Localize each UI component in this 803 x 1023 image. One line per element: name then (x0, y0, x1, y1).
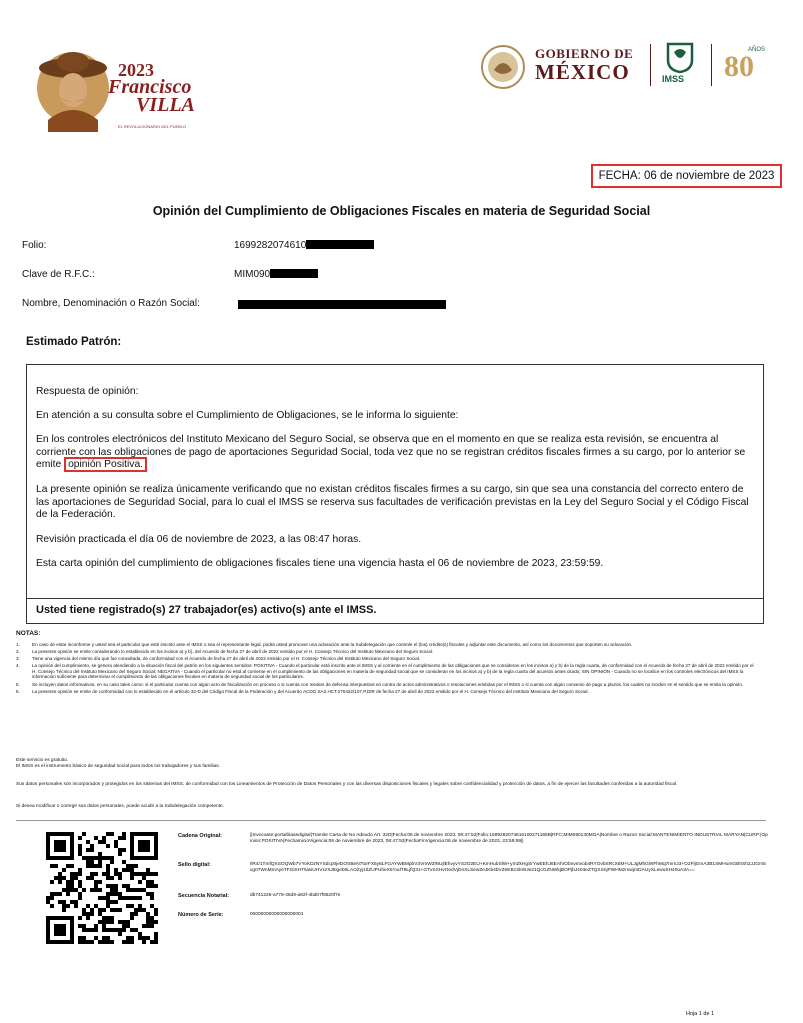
secuencia-label: Secuencia Notarial: (178, 893, 230, 899)
presente-text: La presente opinión se realiza únicamente verificando que no existan créditos fiscales firmes a su cargo, sin que sea una constancia del correcto entero de las aportaciones de Seguridad Social, para lo cual el IMSS se reserva sus facultades de verificación previstas en la Ley del Seguro Social y el Código Fiscal de la Federación. (36, 484, 749, 520)
vigencia-text: Esta carta opinión del cumplimiento de obligaciones fiscales tiene una vigencia hasta el 06 de noviembre de 2023, 23:59:59. (36, 558, 604, 569)
opinion-box-divider (26, 598, 764, 599)
secuencia-value: db741226-a778-45d9-a92f-4bd07f6520f7e (250, 893, 341, 898)
note-item: 5. Se incluyen datos informativos, en su caso tales como: si el particular cuenta con algún acto de fiscalización en proceso o si cuenta con medios de defensa interpuestos en contra de actos administrativos o resoluciones emitidas por el IMSS o si cuenta con algún convenio de pago a plazos, los cuales no inciden en el sentido que se emita la opinión. (16, 681, 744, 687)
redaction-bar (270, 269, 318, 278)
commemorative-name: Francisco VILLA (108, 76, 195, 116)
redaction-bar (238, 300, 446, 309)
digital-divider (16, 820, 766, 821)
gratuito-text: Este servicio es gratuito. El IMSS es el instrumento básico de seguridad social para todos los trabajadores y sus familias. (16, 758, 220, 769)
rfc-label: Clave de R.F.C.: (22, 269, 95, 280)
header-divider-2 (711, 44, 712, 86)
mexico-label: MÉXICO (535, 60, 630, 84)
note-item: 3. Tiene una vigencia del mismo día que fue consultada, de conformidad con el Acuerdo de fecha 27 de abril de 2022 emitido por el H. Consejo Técnico del Instituto Mexicano del Seguro Social. (16, 656, 421, 662)
rfc-value: MIM090 (234, 269, 318, 280)
imss-label: IMSS (662, 74, 685, 84)
folio-label: Folio: (22, 240, 47, 251)
folio-value: 1699282074610 (234, 240, 374, 251)
commemorative-year: 2023 (118, 60, 154, 80)
page-number: Hoja 1 de 1 (686, 1011, 715, 1017)
gobierno-label: GOBIERNO DE (535, 46, 634, 61)
trabajadores-text: Usted tiene registrado(s) 27 trabajador(es) activo(s) ante el IMSS. (36, 604, 377, 616)
estimado-heading: Estimado Patrón: (26, 336, 122, 348)
imss-80-anos-logo (722, 42, 766, 86)
note-item: 6. La presente opinión se emite de conformidad con lo establecido en el artículo 32-D del Código Fiscal de la Federación y del Acuerdo ACDO.SA2.HCT.270422/107.P.DIR de fecha 27 de abril de 2022 emitido por el H. Consejo Técnico del Instituto Mexicano del Seguro Social. (16, 688, 589, 694)
header-divider (650, 44, 651, 86)
note-item: 1. En caso de estar inconforme y usted sea el particular que esté inscrito ante el IMSS o sea el representante legal, podrá usted promover una aclaración ante la Subdelegación que controle el (los) crédito(s) fiscales y adjuntar este documento, así como los documentos que soporten su aclaración. (16, 642, 633, 647)
national-seal-icon (480, 44, 526, 90)
qr-code (46, 832, 158, 944)
atencion-text: En atención a su consulta sobre el Cumplimiento de Obligaciones, se le informa lo siguiente: (36, 410, 459, 421)
notes-list (16, 642, 756, 696)
opinion-positiva-highlight: opinión Positiva. (64, 457, 147, 472)
document-title: Opinión del Cumplimiento de Obligaciones Fiscales en materia de Seguridad Social (152, 204, 651, 218)
svg-text:AÑOS: AÑOS (748, 47, 766, 53)
svg-text:80: 80 (724, 50, 754, 83)
notas-heading: NOTAS: (16, 630, 41, 637)
serie-value: 00000000000000000001 (250, 912, 304, 917)
note-item: 2. La presente opinión se emite considerando lo establecido en los incisos a) y b), del Acuerdo de fecha 27 de abril de 2022 emitido por el H. Consejo Técnico del Instituto Mexicano del Seguro Social. (16, 649, 434, 655)
nombre-label: Nombre, Denominación o Razón Social: (22, 298, 200, 309)
datos-personales-text: Sus datos personales son incorporados y protegidos en los sistemas del IMSS, de conformidad con los Lineamientos de Protección de Datos Personales y con las diversas disposiciones fiscales y legales sobre confidencialidad y protección de datos, a fin de ejercer las facultades conferidas a la autoridad fiscal. (16, 782, 678, 787)
sello-label: Sello digital: (178, 862, 211, 868)
cadena-label: Cadena Original: (178, 833, 223, 839)
note-item: 4. La opinión del cumplimiento, se genera atendiendo a la situación fiscal del patrón en los siguientes sentidos: POSITIVA - Cuando el particular está inscrito ante el IMSS y al corriente en el cumplimiento de las obligaciones que se consideran en los incisos a) y b) de la regla cuarta, de conformidad con el Acuerdo de fecha 27 de abril de 2022 emitido por el H. Consejo Técnico del Instituto Mexicano del Seguro Social; NEGATIVA - Cuando el particular no está al corriente en el cumplimiento de las obligaciones en materia de seguridad social que se consideran en los incisos a) y b) de la regla cuarta del acuerdo antes citado; SIN OPINIÓN - Cuando no se localice en los controles electrónicos del IMSS la información suficiente para determinar el cumplimiento de las obligaciones fiscales en materia de seguridad social de los particulares. (16, 663, 754, 680)
cadena-value: ||Invocante:portalliraasdigital|Tramite Carta de No Adeudo Art. 32D|Fecha:06 de noviembre 2023, 08:47:52|Folio:1699282074616100271165B|RFC:MIM090130MGA|Nombre o Razon Social:MANTENIMIENTO INDUSTRIAL MARYAN|CURP:|Opinion:POSITIVA|FechaInicioVigencia:06 de noviembre de 2023, 08:47:52|FechaFinVigencia:06 de noviembre de 2023, 23:59:59|| (250, 833, 768, 844)
modificar-datos-text: Si desea modificar o corregir sus datos personales, puede acudir a la Subdelegación competente. (16, 804, 224, 809)
sello-value: IlR4/1TmfQXSOQWb7VYoKDzNYSdcp0jeDOSBeN7torFX5y6LFGAYWBMpbV3VmW2lNUjlEhvyvYS2O2EU+KmHubSlW+ymZkHgSrYwEEhJ6EAhrObnvmvob4RYOvbSRcX5M+ULJgMhGWFhMq7mmJ3+O2FljGmA3B1SMHumGBhSh2JJGm5vg07WnMmAyeTFGiSHT5iwiUHVxzXJ6igeb6LAOZyj1IlZUPUheX5YudT8LjfQ31+GTvSXHvOedVjDnXLSewZeJKb4bVZeEBcSkWJe21QcGZNWkjBOPjbJ404eZTQXSnjPWHMzrowjrnDAUyXLewuSH40uA3A== (250, 862, 766, 873)
redaction-bar (306, 240, 374, 249)
commemorative-subtitle: EL REVOLUCIONARIO DEL PUEBLO (118, 124, 187, 129)
revision-text: Revisión practicada el día 06 de noviembre de 2023, a las 08:47 horas. (36, 534, 362, 545)
controles-text: En los controles electrónicos del Instituto Mexicano del Seguro Social, se observa que en el momento en que se realiza esta revisión, se encuentra al corriente con las obligaciones de pago de aportaciones Seguridad Social, toda vez que no se registran créditos fiscales firmes a su cargo, por lo anterior se emite opinión Positiva. (36, 434, 746, 470)
respuesta-label: Respuesta de opinión: (36, 386, 139, 397)
serie-label: Número de Serie: (178, 912, 224, 918)
fecha-highlight: FECHA: 06 de noviembre de 2023 (591, 164, 782, 188)
